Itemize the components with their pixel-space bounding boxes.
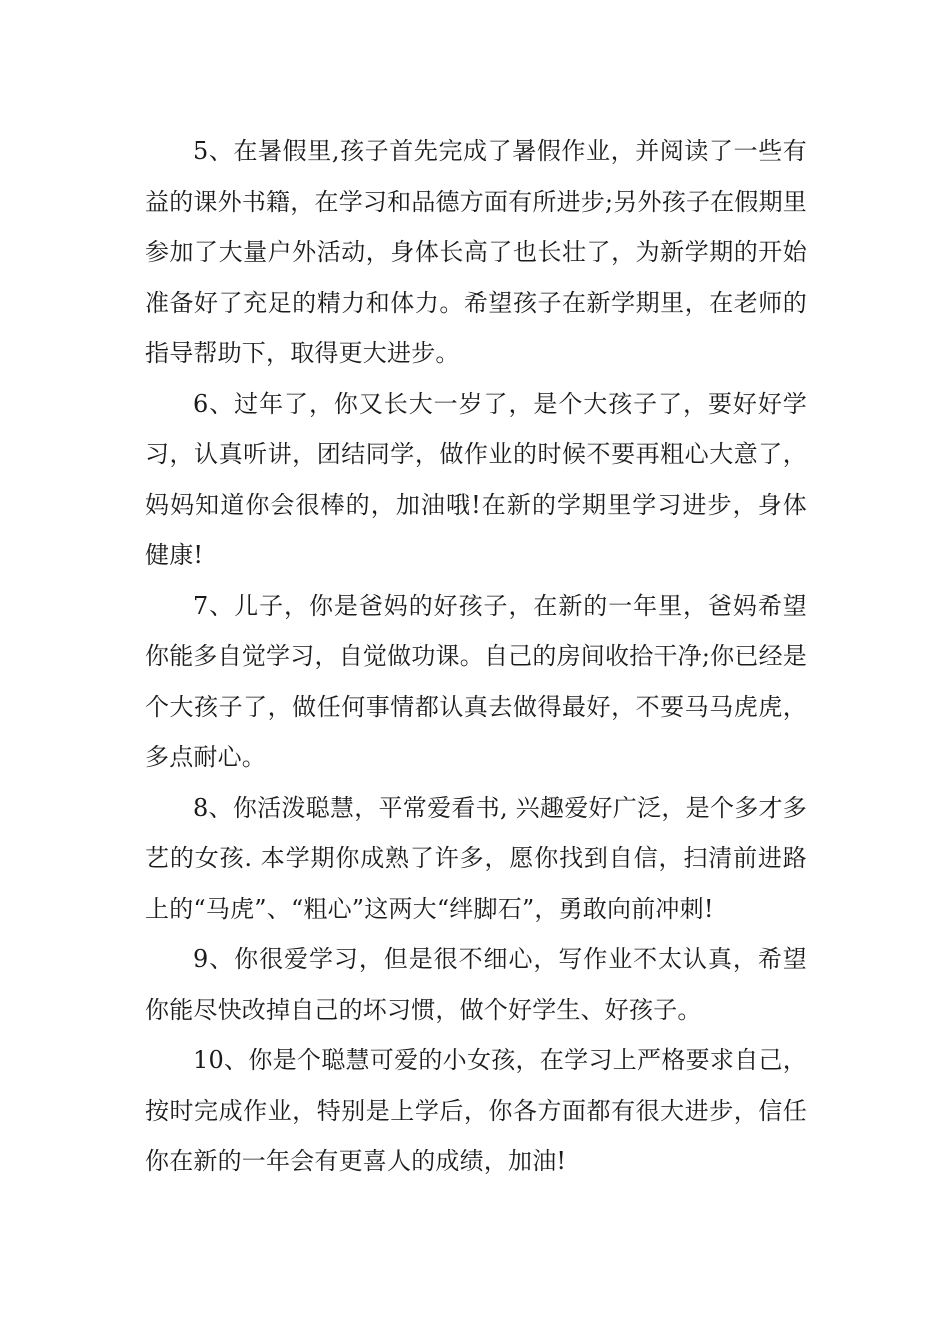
paragraph-8: 8、你活泼聪慧，平常爱看书, 兴趣爱好广泛，是个多才多艺的女孩. 本学期你成熟了许多，愿你找到自信，扫清前进路上的“马虎”、“粗心”这两大“绊脚石”，勇敢向前冲刺! <box>145 793 807 923</box>
paragraph-10: 10、你是个聪慧可爱的小女孩，在学习上严格要求自己，按时完成作业，特别是上学后，你各方面都有很大进步，信任你在新的一年会有更喜人的成绩，加油! <box>145 1046 807 1175</box>
paragraph-5: 5、在暑假里,孩子首先完成了暑假作业，并阅读了一些有益的课外书籍，在学习和品德方面有所进步;另外孩子在假期里参加了大量户外活动，身体长高了也长壮了，为新学期的开始准备好了充足的精力和体力。希望孩子在新学期里，在老师的指导帮助下，取得更大进步。 <box>145 137 807 367</box>
document-body <box>145 126 807 1187</box>
paragraph-7: 7、儿子，你是爸妈的好孩子，在新的一年里，爸妈希望你能多自觉学习，自觉做功课。自己的房间收拾干净;你已经是个大孩子了，做任何事情都认真去做得最好，不要马马虎虎，多点耐心。 <box>145 591 807 771</box>
paragraph-9: 9、你很爱学习，但是很不细心，写作业不太认真，希望你能尽快改掉自己的坏习惯，做个好学生、好孩子。 <box>145 945 807 1024</box>
paragraph-6: 6、过年了，你又长大一岁了，是个大孩子了，要好好学习，认真听讲，团结同学，做作业的时候不要再粗心大意了，妈妈知道你会很棒的，加油哦!在新的学期里学习进步，身体健康! <box>145 389 807 569</box>
